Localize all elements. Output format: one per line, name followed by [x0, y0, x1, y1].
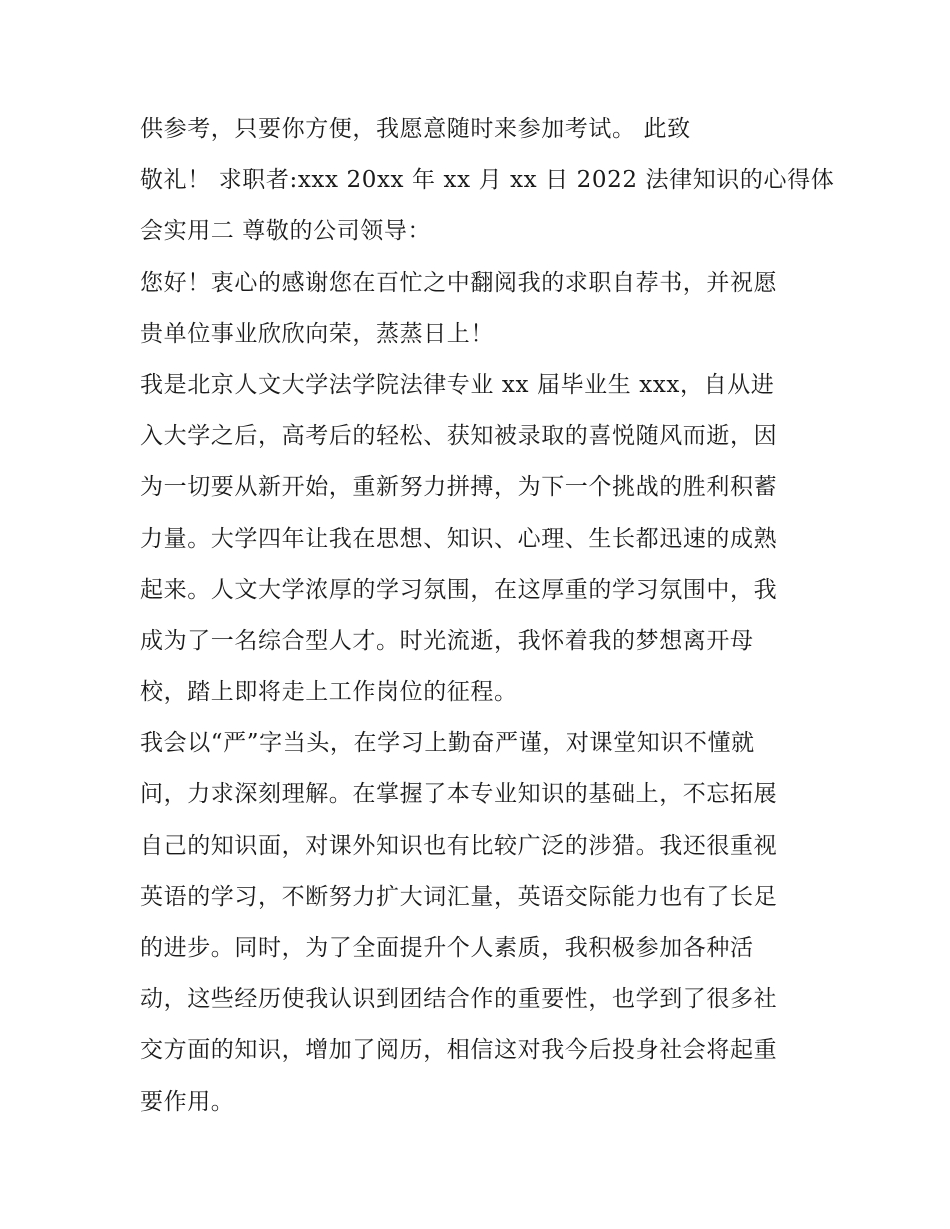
text-line: 敬礼！ 求职者:xxx 20xx 年 xx 月 xx 日 2022 法律知识的心得体	[140, 167, 835, 194]
text-line: 起来。人文大学浓厚的学习氛围，在这厚重的学习氛围中，我	[140, 576, 778, 603]
letter-body	[140, 104, 835, 1128]
text-line: 我是北京人文大学法学院法律专业 xx 届毕业生 xxx，自从进	[140, 371, 775, 398]
text-line: 校，踏上即将走上工作岗位的征程。	[140, 679, 518, 706]
text-line: 自己的知识面，对课外知识也有比较广泛的涉猎。我还很重视	[140, 832, 778, 859]
text-line: 动，这些经历使我认识到团结合作的重要性，也学到了很多社	[140, 986, 778, 1013]
text-line: 交方面的知识，增加了阅历，相信这对我今后投身社会将起重	[140, 1037, 778, 1064]
text-line: 会实用二 尊敬的公司领导：	[140, 218, 432, 245]
text-line: 入大学之后，高考后的轻松、获知被录取的喜悦随风而逝，因	[140, 423, 778, 450]
text-line: 供参考，只要你方便，我愿意随时来参加考试。 此致	[140, 116, 691, 142]
text-line: 力量。大学四年让我在思想、知识、心理、生长都迅速的成熟	[140, 525, 778, 552]
text-line: 我会以“严”字当头，在学习上勤奋严谨，对课堂知识不懂就	[140, 730, 755, 757]
text-line: 英语的学习，不断努力扩大词汇量，英语交际能力也有了长足	[140, 883, 778, 910]
text-line: 的进步。同时，为了全面提升个人素质，我积极参加各种活	[140, 935, 754, 961]
text-line: 要作用。	[140, 1088, 235, 1115]
text-line: 您好！衷心的感谢您在百忙之中翻阅我的求职自荐书，并祝愿	[140, 269, 778, 296]
text-line: 贵单位事业欣欣向荣，蒸蒸日上！	[140, 320, 494, 347]
text-line: 成为了一名综合型人才。时光流逝，我怀着我的梦想离开母	[140, 627, 754, 654]
text-line: 为一切要从新开始，重新努力拼搏，为下一个挑战的胜利积蓄	[140, 474, 778, 501]
text-line: 问，力求深刻理解。在掌握了本专业知识的基础上，不忘拓展	[140, 781, 778, 808]
